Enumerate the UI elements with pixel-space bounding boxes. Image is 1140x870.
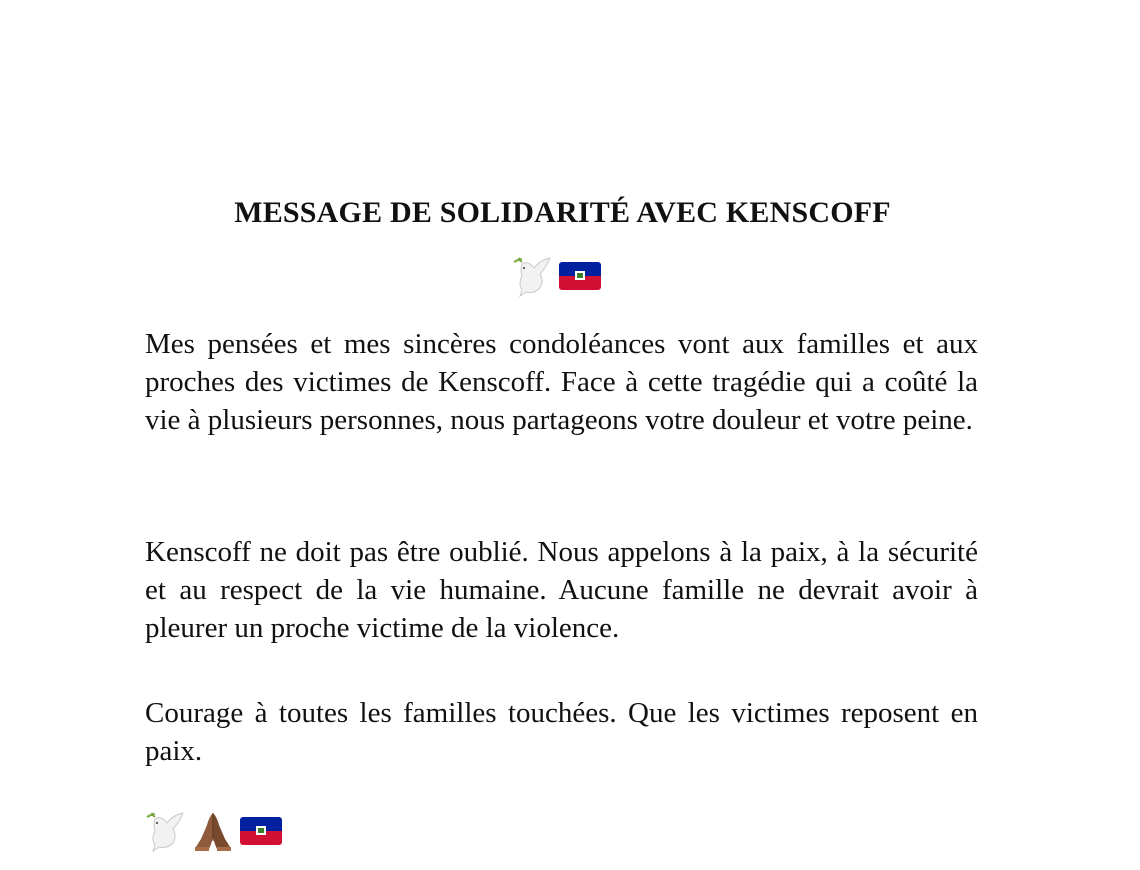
- header-icons: [510, 254, 602, 303]
- dove-icon: [143, 809, 187, 858]
- haiti-flag-icon: [558, 261, 602, 296]
- paragraph-call-for-peace: Kenscoff ne doit pas être oublié. Nous appelons à la paix, à la sécurité et au respect de la vie humaine. Aucune famille ne devrait avoir à pleurer un proche victime de la violence.: [145, 536, 978, 644]
- dove-icon: [510, 254, 554, 303]
- paragraph-courage: Courage à toutes les familles touchées. Que les victimes reposent en paix.: [145, 697, 978, 767]
- paragraph-condolences: Mes pensées et mes sincères condoléances vont aux familles et aux proches des victimes de Kenscoff. Face à cette tragédie qui a coûté la vie à plusieurs personnes, nous partageons votre douleur et votre peine.: [145, 328, 978, 436]
- praying-hands-icon: [191, 811, 235, 856]
- haiti-flag-icon: [239, 816, 283, 851]
- footer-icons: [143, 809, 283, 858]
- document-title: MESSAGE DE SOLIDARITÉ AVEC KENSCOFF: [234, 196, 891, 229]
